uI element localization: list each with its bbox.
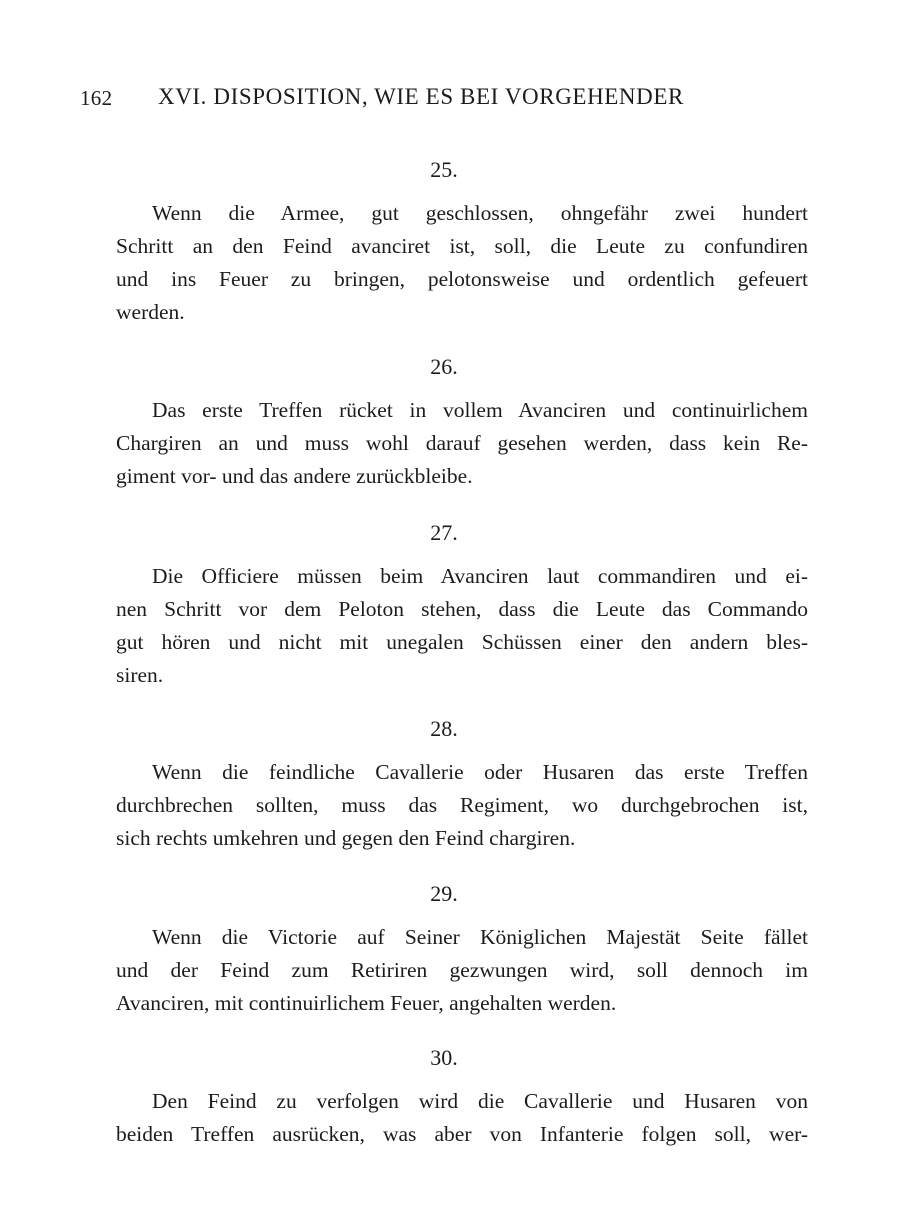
section-27 [80, 520, 808, 692]
section-paragraph [80, 560, 808, 692]
text-line: und der Feind zum Retiriren gezwungen wird, soll dennoch im [116, 958, 808, 982]
section-28 [80, 716, 808, 855]
text-line: Das erste Treffen rücket in vollem Avanciren und continuirlichem [152, 398, 808, 422]
section-number: 29. [430, 881, 458, 906]
text-line: Wenn die Armee, gut geschlossen, ohngefähr zwei hundert [152, 201, 808, 225]
section-number: 25. [430, 157, 458, 182]
section-30 [80, 1045, 808, 1151]
section-number: 28. [430, 716, 458, 741]
section-paragraph [80, 921, 808, 1020]
page-number: 162 [80, 86, 113, 110]
text-line: Die Officiere müssen beim Avanciren laut commandiren und ei- [152, 564, 808, 588]
running-head [80, 84, 800, 118]
text-line: beiden Treffen ausrücken, was aber von Infanterie folgen soll, wer- [116, 1122, 808, 1146]
text-line: Avanciren, mit continuirlichem Feuer, angehalten werden. [116, 991, 617, 1015]
running-head-title: XVI. DISPOSITION, WIE ES BEI VORGEHENDER [158, 84, 684, 109]
text-line: werden. [116, 300, 185, 324]
text-line: Wenn die Victorie auf Seiner Königlichen Majestät Seite fället [152, 925, 808, 949]
text-line: siren. [116, 663, 164, 687]
section-29 [80, 881, 808, 1020]
section-number: 26. [430, 354, 458, 379]
section-number: 30. [430, 1045, 458, 1070]
text-line: gut hören und nicht mit unegalen Schüssen einer den andern bles- [116, 630, 808, 654]
section-25 [80, 157, 808, 329]
text-line: sich rechts umkehren und gegen den Feind chargiren. [116, 826, 576, 850]
text-line: Chargiren an und muss wohl darauf gesehen werden, dass kein Re- [116, 431, 808, 455]
section-paragraph [80, 1085, 808, 1151]
text-line: und ins Feuer zu bringen, pelotonsweise und ordentlich gefeuert [116, 267, 808, 291]
section-26 [80, 354, 808, 493]
text-line: giment vor- und das andere zurückbleibe. [116, 464, 473, 488]
text-line: durchbrechen sollten, muss das Regiment, wo durchgebrochen ist, [116, 793, 808, 817]
section-paragraph [80, 197, 808, 329]
text-line: Schritt an den Feind avanciret ist, soll, die Leute zu confundiren [116, 234, 808, 258]
text-line: Wenn die feindliche Cavallerie oder Husaren das erste Treffen [152, 760, 808, 784]
text-line: Den Feind zu verfolgen wird die Cavallerie und Husaren von [152, 1089, 808, 1113]
section-paragraph [80, 756, 808, 855]
text-line: nen Schritt vor dem Peloton stehen, dass die Leute das Commando [116, 597, 808, 621]
section-paragraph [80, 394, 808, 493]
section-number: 27. [430, 520, 458, 545]
